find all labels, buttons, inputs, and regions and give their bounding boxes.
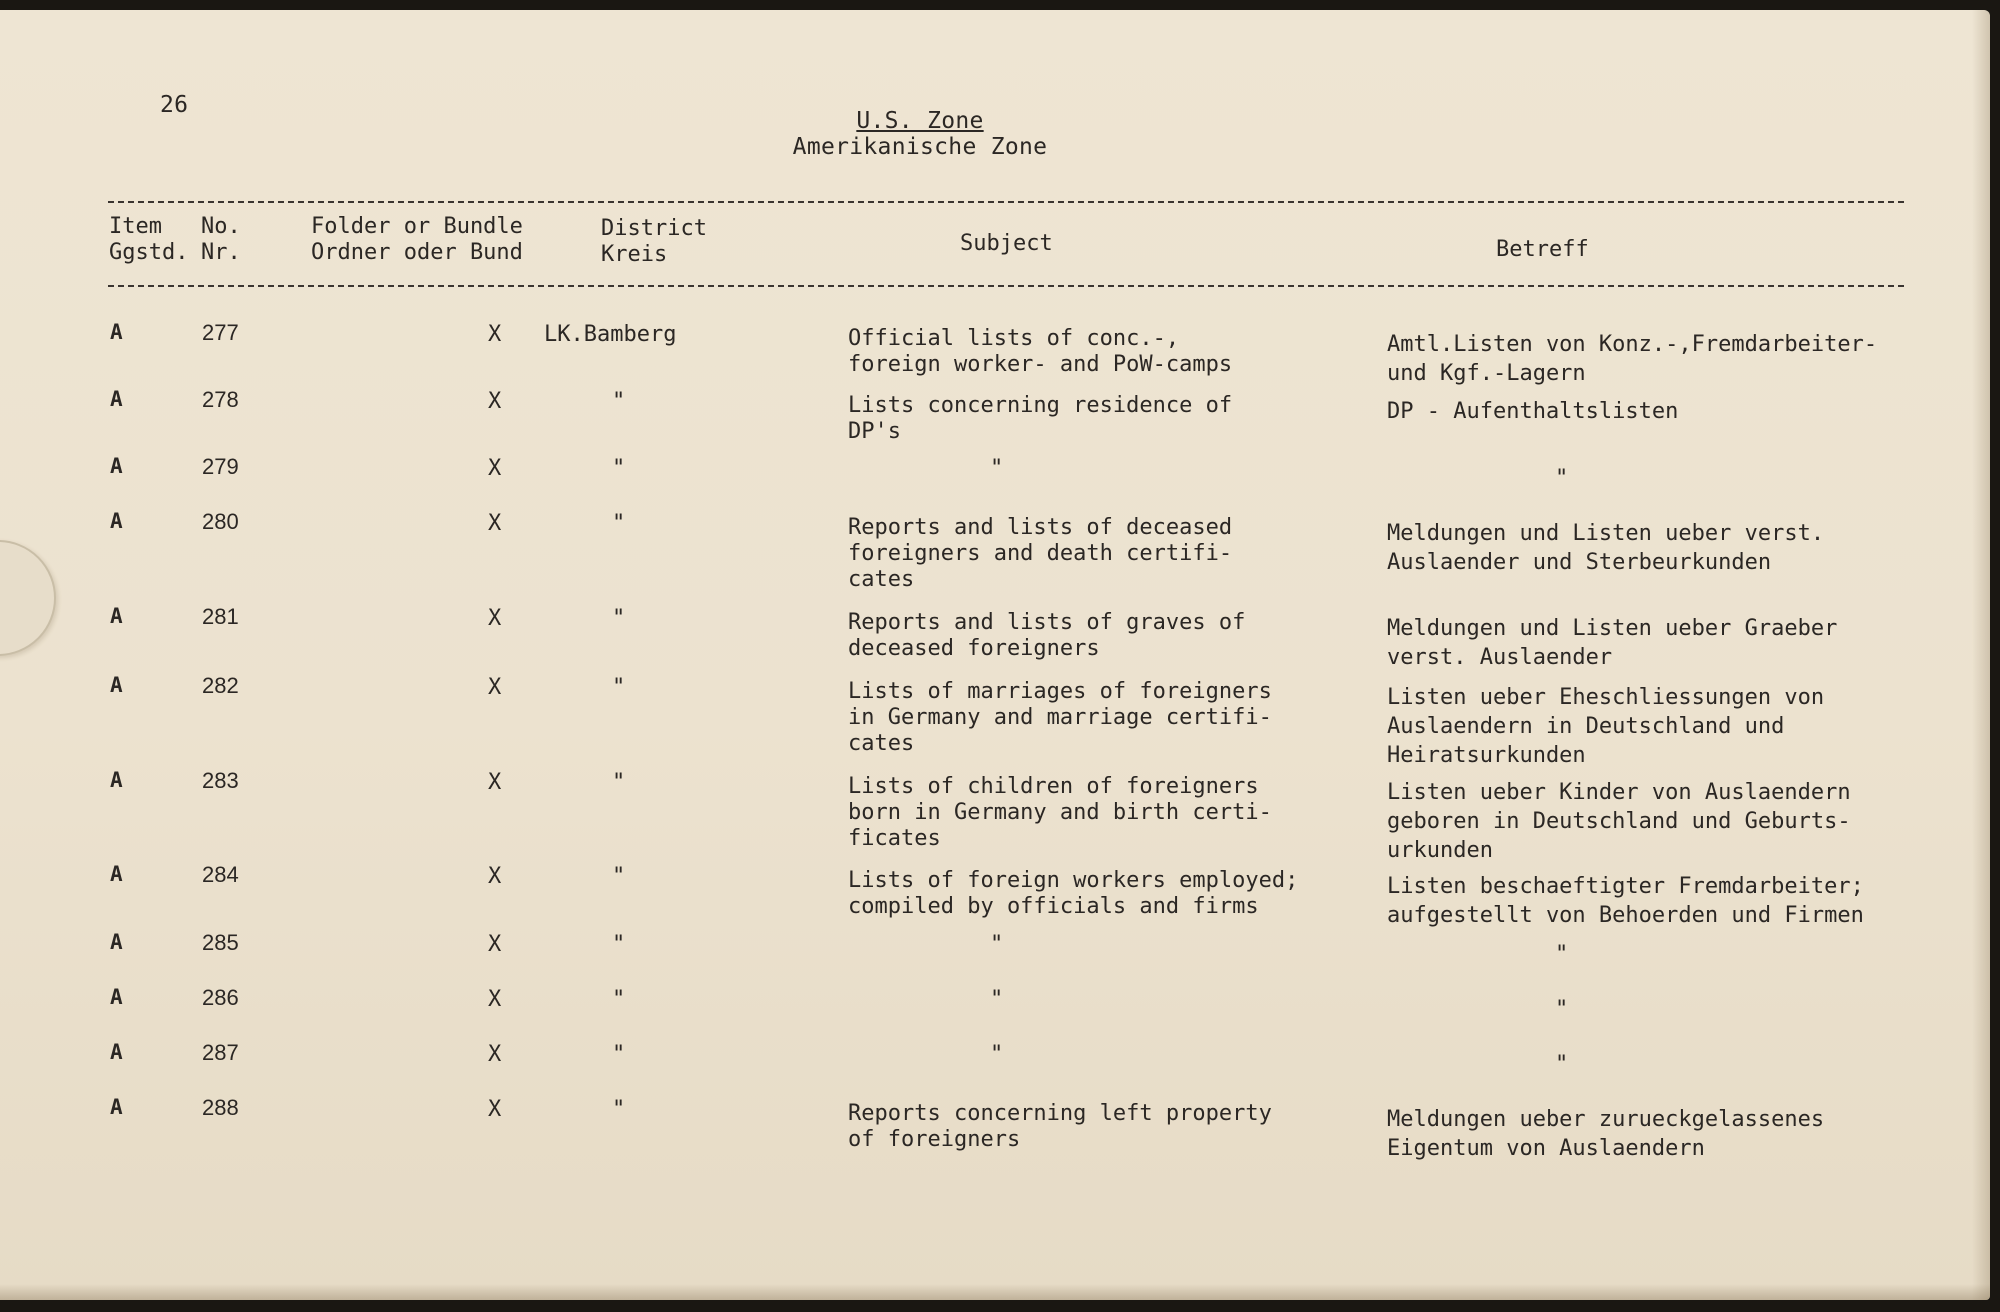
cell-subject: " <box>990 1042 1004 1067</box>
document-page <box>0 10 1990 1300</box>
cell-subject: Reports and lists of deceased foreigners and death certifi- cates <box>848 515 1233 592</box>
page-bottom-shadow <box>0 1284 1990 1300</box>
cell-subject: Lists of foreign workers employed; compiled by officials and firms <box>848 868 1299 919</box>
table-row <box>0 1040 1990 1100</box>
cell-item: A <box>110 454 123 478</box>
cell-subject: Official lists of conc.-, foreign worker- and PoW-camps <box>848 326 1233 377</box>
cell-betreff: Listen ueber Kinder von Auslaendern geboren in Deutschland und Geburts- urkunden <box>1387 780 1851 863</box>
zone-subtitle: Amerikanische Zone <box>792 134 1048 160</box>
cell-folder: X <box>488 1097 502 1122</box>
cell-subject: Lists of children of foreigners born in Germany and birth certi- ficates <box>848 774 1272 851</box>
header-betreff: Betreff <box>1496 237 1589 262</box>
cell-item: A <box>110 387 123 411</box>
table-row <box>0 387 1990 447</box>
cell-betreff: Meldungen und Listen ueber verst. Auslaender und Sterbeurkunden <box>1387 521 1825 575</box>
cell-no: 288 <box>202 1095 239 1120</box>
cell-folder: X <box>488 1042 502 1067</box>
cell-subject: " <box>990 987 1004 1012</box>
cell-district: " <box>612 511 626 536</box>
cell-district: " <box>612 675 626 700</box>
table-row <box>0 509 1990 592</box>
cell-betreff: " <box>1555 997 1569 1022</box>
zone-title: U.S. Zone <box>856 108 984 134</box>
cell-folder: X <box>488 864 502 889</box>
page-number: 26 <box>160 92 189 118</box>
cell-subject: " <box>990 932 1004 957</box>
cell-folder: X <box>488 932 502 957</box>
cell-district: " <box>612 389 626 414</box>
cell-no: 282 <box>202 673 239 698</box>
table-row <box>0 985 1990 1045</box>
cell-item: A <box>110 673 123 697</box>
cell-folder: X <box>488 675 502 700</box>
cell-item: A <box>110 768 123 792</box>
cell-district: " <box>612 456 626 481</box>
header-rule-bottom <box>108 285 1904 287</box>
cell-item: A <box>110 1040 123 1064</box>
cell-no: 278 <box>202 387 239 412</box>
table-row <box>0 862 1990 928</box>
cell-no: 279 <box>202 454 239 479</box>
cell-betreff: Listen ueber Eheschliessungen von Auslaendern in Deutschland und Heiratsurkunden <box>1387 685 1825 768</box>
header-rule-top <box>108 201 1904 203</box>
cell-folder: X <box>488 322 502 347</box>
header-item: Item Ggstd. <box>109 214 189 265</box>
cell-betreff: Listen beschaeftigter Fremdarbeiter; aufgestellt von Behoerden und Firmen <box>1387 874 1864 928</box>
cell-no: 286 <box>202 985 239 1010</box>
cell-no: 284 <box>202 862 239 887</box>
cell-no: 287 <box>202 1040 239 1065</box>
cell-folder: X <box>488 606 502 631</box>
cell-no: 277 <box>202 320 239 345</box>
table-row <box>0 673 1990 768</box>
cell-betreff: Meldungen ueber zurueckgelassenes Eigentum von Auslaendern <box>1387 1107 1825 1161</box>
cell-item: A <box>110 1095 123 1119</box>
header-subject: Subject <box>960 231 1053 256</box>
cell-district: " <box>612 606 626 631</box>
header-folder: Folder or Bundle Ordner oder Bund <box>311 214 523 265</box>
cell-district: " <box>612 1042 626 1067</box>
cell-betreff: " <box>1555 466 1569 491</box>
cell-betreff: Amtl.Listen von Konz.-,Fremdarbeiter- und Kgf.-Lagern <box>1387 332 1878 386</box>
cell-folder: X <box>488 389 502 414</box>
cell-subject: " <box>990 456 1004 481</box>
cell-item: A <box>110 604 123 628</box>
cell-folder: X <box>488 456 502 481</box>
cell-district: " <box>612 932 626 957</box>
cell-district: " <box>612 1097 626 1122</box>
cell-item: A <box>110 509 123 533</box>
header-district: District Kreis <box>601 216 707 267</box>
cell-betreff: DP - Aufenthaltslisten <box>1387 399 1679 424</box>
table-row <box>0 768 1990 863</box>
cell-item: A <box>110 320 123 344</box>
table-row <box>0 454 1990 514</box>
cell-district: LK.Bamberg <box>544 322 677 347</box>
cell-subject: Lists of marriages of foreigners in Germany and marriage certifi- cates <box>848 679 1272 756</box>
cell-no: 283 <box>202 768 239 793</box>
cell-subject: Reports and lists of graves of deceased foreigners <box>848 610 1246 661</box>
cell-folder: X <box>488 770 502 795</box>
cell-district: " <box>612 987 626 1012</box>
table-row <box>0 320 1990 386</box>
cell-item: A <box>110 862 123 886</box>
cell-no: 285 <box>202 930 239 955</box>
cell-no: 281 <box>202 604 239 629</box>
cell-folder: X <box>488 511 502 536</box>
cell-item: A <box>110 985 123 1009</box>
cell-subject: Reports concerning left property of foreigners <box>848 1101 1272 1152</box>
cell-betreff: " <box>1555 942 1569 967</box>
cell-betreff: " <box>1555 1052 1569 1077</box>
cell-no: 280 <box>202 509 239 534</box>
cell-subject: Lists concerning residence of DP's <box>848 393 1233 444</box>
cell-item: A <box>110 930 123 954</box>
table-row <box>0 930 1990 990</box>
table-row <box>0 604 1990 670</box>
table-row <box>0 1095 1990 1161</box>
cell-betreff: Meldungen und Listen ueber Graeber verst. Auslaender <box>1387 616 1838 670</box>
cell-folder: X <box>488 987 502 1012</box>
header-no: No. Nr. <box>201 214 241 265</box>
cell-district: " <box>612 770 626 795</box>
cell-district: " <box>612 864 626 889</box>
